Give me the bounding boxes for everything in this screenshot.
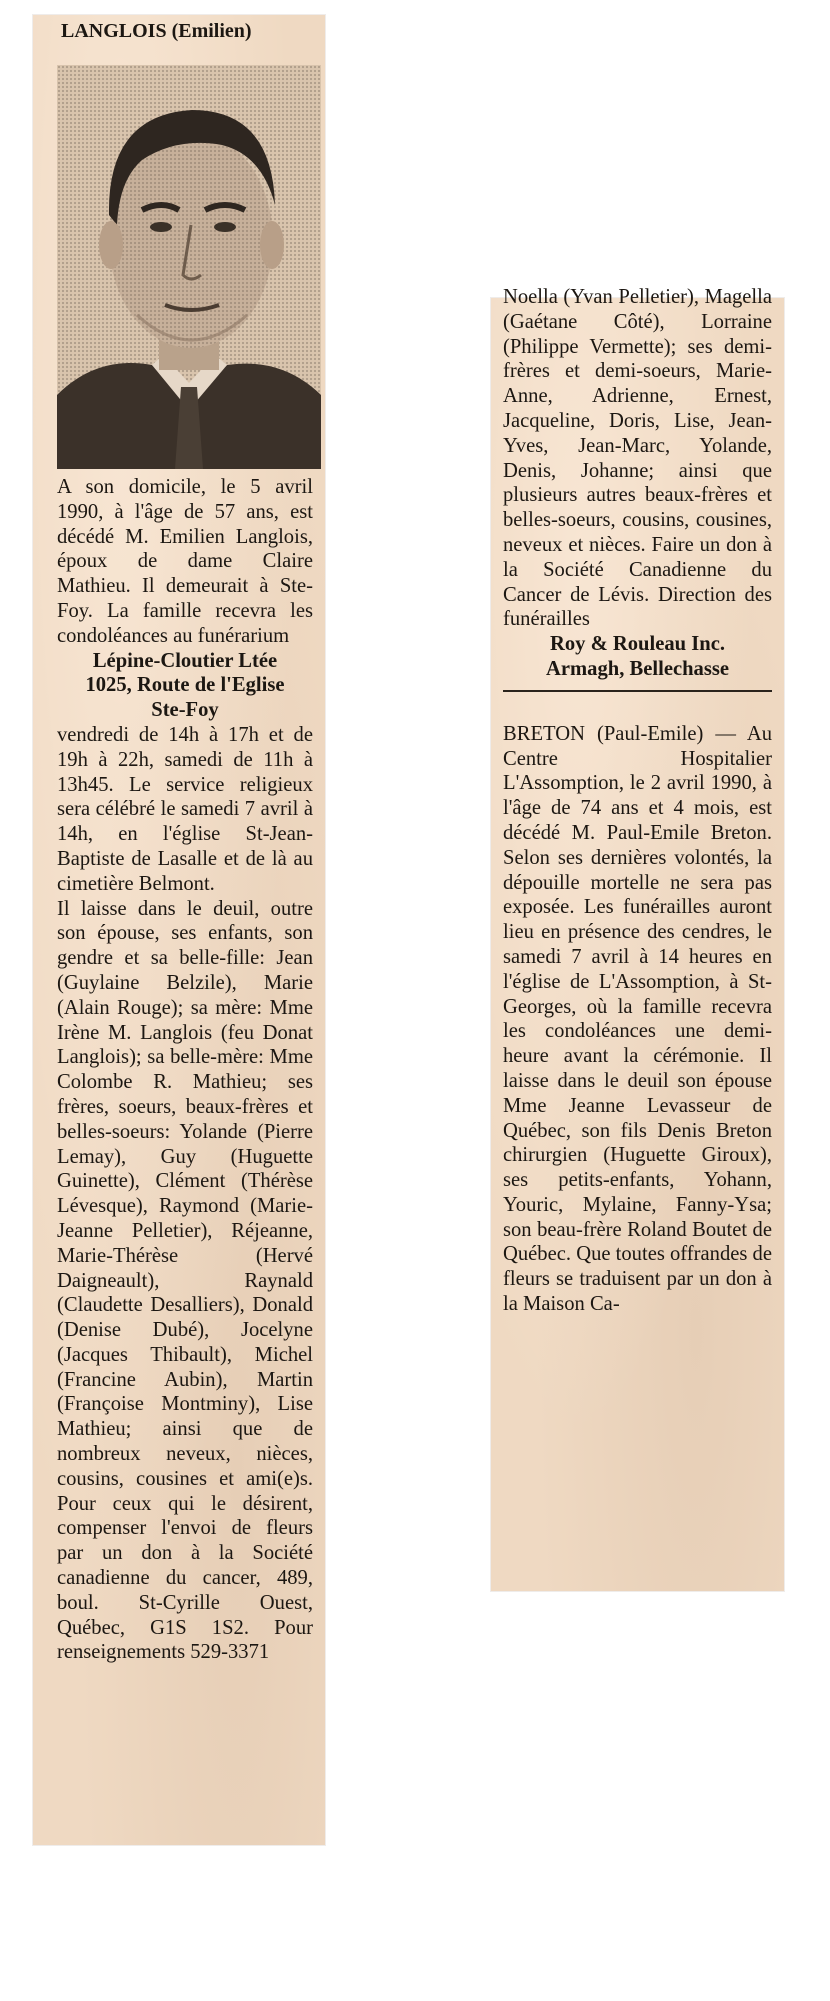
portrait-photo [57, 65, 321, 469]
obituary-paragraph: Noella (Yvan Pelletier), Magella (Gaétane Côté), Lorraine (Philippe Vermette); ses demi-frères et demi-soeurs, Marie-Anne, Adrienne, Ernest, Jacqueline, Doris, Lise, Jean-Yves, Jean-Marc, Yolande, Denis, Johanne; ainsi que plusieurs autres beaux-frères et belles-soeurs, cousins, cousines, neveux et nièces. Faire un don à la Société Canadienne du Cancer de Lévis. Direction des funérailles [503, 286, 772, 631]
obituary-paragraph: Il laisse dans le deuil, outre son épouse, ses enfants, son gendre et sa belle-fille: Jean (Guylaine Belzile), Marie (Alain Rouge); sa mère: Mme Irène M. Langlois (feu Donat Langlois); sa belle-mère: Mme Colombe R. Mathieu; ses frères, soeurs, beaux-frères et belles-soeurs: Yolande (Pierre Lemay), Guy (Huguette Guinette), Clément (Thérèse Lévesque), Raymond (Marie-Jeanne Pelletier), Réjeanne, Marie-Thérèse (Hervé Daigneault), Raynald (Claudette Desalliers), Donald (Denise Dubé), Jocelyne (Jacques Thibault), Michel (Francine Aubin), Martin (Françoise Montminy), Lise Mathieu; ainsi que de nombreux neveux, nièces, cousins, cousines et ami(e)s. Pour ceux qui le désirent, compenser l'envoi de fleurs par un don à la Société canadienne du cancer, 489, boul. St-Cyrille Ouest, Québec, G1S 1S2. Pour renseignements 529-3371 [57, 897, 313, 1664]
obituary-name-heading: LANGLOIS (Emilien) [61, 20, 252, 42]
obituary-paragraph: A son domicile, le 5 avril 1990, à l'âge de 57 ans, est décédé M. Emilien Langlois, époux de dame Claire Mathieu. Il demeurait à Ste-Foy. La famille recevra les condoléances au funérarium [57, 476, 313, 647]
funeral-director-location: Armagh, Bellechasse [545, 657, 730, 680]
funeral-director-name: Roy & Rouleau Inc. [549, 633, 726, 656]
obituary-paragraph: vendredi de 14h à 17h et de 19h à 22h, samedi de 11h à 13h45. Le service religieux sera célébré le samedi 7 avril à 14h, en l'église St-Jean-Baptiste de Lasalle et de là au cimetière Belmont. [57, 723, 313, 895]
obituary-text-langlois [57, 475, 313, 1665]
portrait-illustration [57, 65, 321, 469]
obituary-text-continued [503, 285, 772, 1317]
obituary-paragraph-breton: BRETON (Paul-Emile) — Au Centre Hospitalier L'Assomption, le 2 avril 1990, à l'âge de 74 ans et 4 mois, est décédé M. Paul-Emile Breton. Selon ses dernières volontés, la dépouille mortelle ne sera pas exposée. Les funérailles auront lieu en présence des cendres, le samedi 7 avril à 14 heures en l'église de L'Assomption, à St-Georges, où la famille recevra les condoléances une demi-heure avant la cérémonie. Il laisse dans le deuil son épouse Mme Jeanne Levasseur de Québec, son fils Denis Breton chirurgien (Huguette Giroux), ses petits-enfants, Yohann, Youric, Mylaine, Fanny-Ysa; son beau-frère Roland Boutet de Québec. Que toutes offrandes de fleurs se traduisent par un don à la Maison Ca- [503, 722, 772, 1316]
funeral-home-address: 1025, Route de l'Eglise [85, 674, 285, 697]
funeral-home-city: Ste-Foy [151, 699, 219, 722]
obituary-clipping-breton [491, 286, 784, 1591]
section-divider [503, 690, 772, 692]
funeral-home-name: Lépine-Cloutier Ltée [92, 649, 278, 672]
obituary-clipping-langlois [33, 15, 325, 1845]
